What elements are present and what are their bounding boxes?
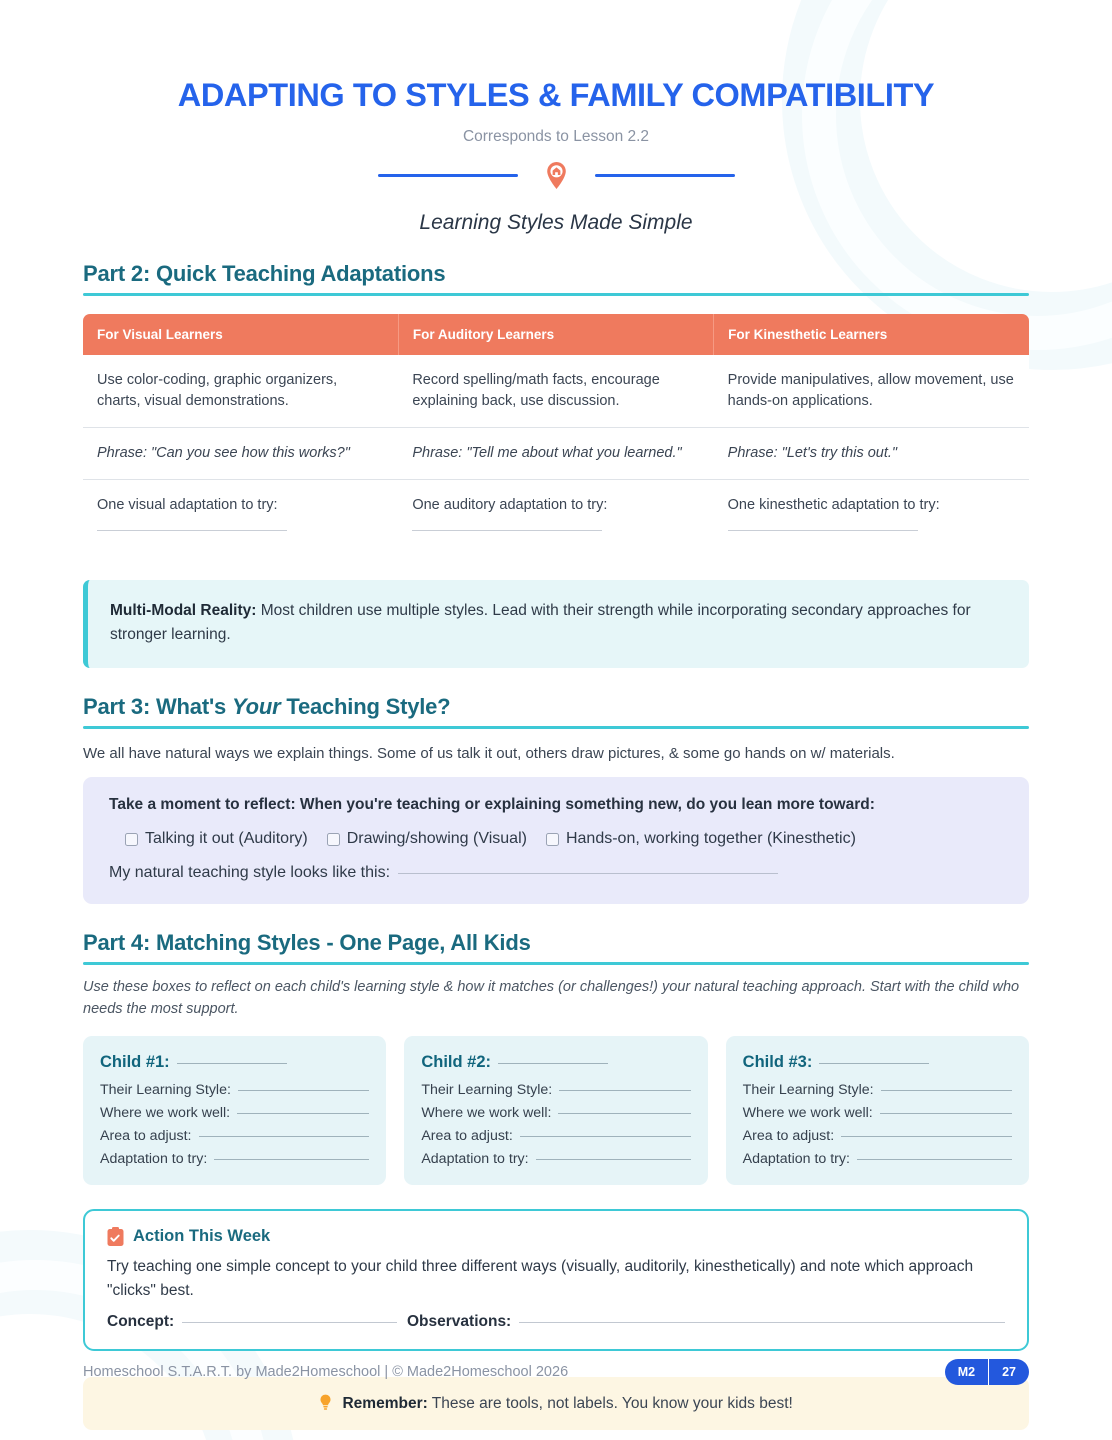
table-row <box>83 479 1029 546</box>
write-in-line[interactable] <box>177 1063 287 1064</box>
lightbulb-icon <box>319 1394 332 1411</box>
field-label: Where we work well: <box>421 1105 552 1122</box>
write-in-line[interactable] <box>536 1159 691 1160</box>
child-cards <box>83 1036 1029 1185</box>
part3-heading-emphasis: Your <box>231 693 281 719</box>
table-row <box>83 355 1029 428</box>
field-label: Adaptation to try: <box>100 1151 208 1168</box>
prompt-label: One auditory adaptation to try: <box>412 496 608 513</box>
child-card-title <box>421 1053 690 1072</box>
column-header-kinesthetic: For Kinesthetic Learners <box>714 314 1029 355</box>
field-adaptation <box>100 1151 369 1167</box>
part4-note: Use these boxes to reflect on each child's learning style & how it matches (or challenges!) your natural teaching approach. Start with the child who needs the most support. <box>83 979 1020 1017</box>
cell-visual-adaptation-prompt <box>83 479 398 546</box>
write-in-line[interactable] <box>182 1322 397 1323</box>
table-row <box>83 427 1029 479</box>
cell-kinesthetic-adaptation-prompt <box>714 479 1029 546</box>
field-learning-style <box>100 1082 369 1098</box>
action-header <box>107 1227 1005 1246</box>
part3-heading <box>83 694 1029 720</box>
part3-heading-pre: Part 3: What's <box>83 693 232 719</box>
header-divider <box>83 162 1029 189</box>
child-card-title <box>743 1053 1012 1072</box>
multi-modal-callout <box>83 580 1029 668</box>
cell-kinesthetic-strategies: Provide manipulatives, allow movement, use hands-on applications. <box>714 355 1029 428</box>
write-in-line[interactable] <box>237 1113 369 1114</box>
field-label: Where we work well: <box>100 1105 231 1122</box>
adaptations-table-head <box>83 314 1029 355</box>
page-title: ADAPTING TO STYLES & FAMILY COMPATIBILITY <box>177 77 935 113</box>
field-label: Adaptation to try: <box>742 1151 850 1168</box>
write-in-line[interactable] <box>238 1090 369 1091</box>
write-in-line[interactable] <box>881 1090 1012 1091</box>
field-learning-style <box>743 1082 1012 1098</box>
write-in-line[interactable] <box>520 1136 691 1137</box>
callout-label: Multi-Modal Reality: <box>110 601 257 619</box>
remember-text: These are tools, not labels. You know your kids best! <box>427 1394 793 1412</box>
cell-auditory-adaptation-prompt <box>398 479 713 546</box>
action-body: Try teaching one simple concept to your child three different ways (visually, auditorily, kinesthetically) and note which approach "clicks" best. <box>107 1258 974 1299</box>
page-footer <box>83 1359 1029 1386</box>
part2-heading: Part 2: Quick Teaching Adaptations <box>83 260 446 286</box>
child-card-label: Child #3: <box>742 1053 813 1072</box>
field-work-well <box>743 1105 1012 1121</box>
field-concept <box>107 1313 397 1331</box>
child-card-1 <box>83 1036 386 1185</box>
action-this-week-box <box>83 1209 1029 1351</box>
field-label: Their Learning Style: <box>742 1082 874 1099</box>
remember-label: Remember: <box>342 1394 428 1412</box>
cell-auditory-strategies: Record spelling/math facts, encourage explaining back, use discussion. <box>398 355 713 428</box>
page-badges <box>945 1359 1029 1386</box>
reflection-box <box>83 777 1029 904</box>
field-label: Concept: <box>107 1312 175 1330</box>
child-card-label: Child #1: <box>100 1053 170 1072</box>
natural-style-field <box>109 864 1003 882</box>
write-in-line[interactable] <box>412 530 602 531</box>
callout-text: Most children use multiple styles. Lead with their strength while incorporating secondary approaches for stronger learning. <box>110 601 971 643</box>
clipboard-check-icon <box>107 1227 124 1246</box>
field-area-adjust <box>743 1128 1012 1144</box>
divider-line-right <box>595 174 735 177</box>
field-work-well <box>421 1105 690 1121</box>
option-label: Talking it out (Auditory) <box>145 830 308 848</box>
child-card-3 <box>726 1036 1029 1185</box>
option-kinesthetic[interactable] <box>546 830 856 848</box>
adaptations-table <box>83 314 1029 546</box>
map-pin-home-icon <box>546 162 567 189</box>
write-in-line[interactable] <box>199 1136 370 1137</box>
checkbox-icon[interactable] <box>546 833 559 846</box>
option-auditory[interactable] <box>125 830 308 848</box>
badge-page-number: 27 <box>989 1359 1029 1386</box>
child-card-2 <box>404 1036 707 1185</box>
page-content <box>0 78 1112 1430</box>
prompt-label: One visual adaptation to try: <box>97 496 278 513</box>
field-label: Area to adjust: <box>100 1128 192 1145</box>
write-in-line[interactable] <box>559 1090 690 1091</box>
cell-auditory-phrase: Phrase: "Tell me about what you learned." <box>398 427 713 479</box>
write-in-line[interactable] <box>841 1136 1012 1137</box>
adaptations-table-body <box>83 355 1029 546</box>
part3-heading-post: Teaching Style? <box>280 693 451 719</box>
write-in-line[interactable] <box>880 1113 1012 1114</box>
part3-heading-rule <box>83 726 1029 729</box>
field-learning-style <box>421 1082 690 1098</box>
field-label: Observations: <box>407 1312 512 1330</box>
option-visual[interactable] <box>327 830 527 848</box>
checkbox-icon[interactable] <box>327 833 340 846</box>
cell-visual-strategies: Use color-coding, graphic organizers, charts, visual demonstrations. <box>83 355 398 428</box>
divider-line-left <box>378 174 518 177</box>
cell-kinesthetic-phrase: Phrase: "Let's try this out." <box>714 427 1029 479</box>
cell-visual-phrase: Phrase: "Can you see how this works?" <box>83 427 398 479</box>
part4-heading-rule <box>83 962 1029 965</box>
prompt-label: One kinesthetic adaptation to try: <box>727 496 940 513</box>
column-header-visual: For Visual Learners <box>83 314 398 355</box>
write-in-line[interactable] <box>819 1063 929 1064</box>
part2-heading-rule <box>83 293 1029 296</box>
field-area-adjust <box>421 1128 690 1144</box>
write-in-line[interactable] <box>498 1063 608 1064</box>
field-observations <box>407 1313 1005 1331</box>
column-header-auditory: For Auditory Learners <box>398 314 713 355</box>
child-card-label: Child #2: <box>421 1053 492 1072</box>
field-work-well <box>100 1105 369 1121</box>
reflection-question: Take a moment to reflect: When you're teaching or explaining something new, do you lean more toward: <box>109 796 875 814</box>
option-label: Drawing/showing (Visual) <box>346 830 527 848</box>
lesson-reference: Corresponds to Lesson 2.2 <box>462 127 650 145</box>
footer-copyright: Homeschool S.T.A.R.T. by Made2Homeschool | © Made2Homeschool 2026 <box>83 1363 569 1380</box>
field-label: Their Learning Style: <box>421 1082 553 1099</box>
action-title: Action This Week <box>133 1227 271 1246</box>
field-adaptation <box>743 1151 1012 1167</box>
teaching-style-options <box>109 830 1003 848</box>
field-label: Area to adjust: <box>421 1128 513 1145</box>
part3-intro: We all have natural ways we explain things. Some of us talk it out, others draw pictures, & some go hands on w/ materials. <box>83 744 895 762</box>
field-label: Adaptation to try: <box>421 1151 529 1168</box>
natural-style-label: My natural teaching style looks like this: <box>109 864 391 882</box>
write-in-line[interactable] <box>857 1159 1012 1160</box>
field-label: Their Learning Style: <box>100 1082 231 1099</box>
write-in-line[interactable] <box>97 530 287 531</box>
page-tagline: Learning Styles Made Simple <box>419 210 693 234</box>
write-in-line[interactable] <box>214 1159 369 1160</box>
write-in-line[interactable] <box>398 873 778 874</box>
field-label: Where we work well: <box>742 1105 873 1122</box>
write-in-line[interactable] <box>728 530 918 531</box>
write-in-line[interactable] <box>519 1322 1005 1323</box>
badge-module: M2 <box>945 1359 989 1386</box>
part4-heading: Part 4: Matching Styles - One Page, All Kids <box>83 930 531 956</box>
action-fields <box>107 1313 1005 1331</box>
write-in-line[interactable] <box>558 1113 690 1114</box>
checkbox-icon[interactable] <box>125 833 138 846</box>
child-card-title <box>100 1053 369 1072</box>
field-adaptation <box>421 1151 690 1167</box>
option-label: Hands-on, working together (Kinesthetic) <box>565 830 856 848</box>
table-header-row <box>83 314 1029 355</box>
field-label: Area to adjust: <box>742 1128 835 1145</box>
field-area-adjust <box>100 1128 369 1144</box>
